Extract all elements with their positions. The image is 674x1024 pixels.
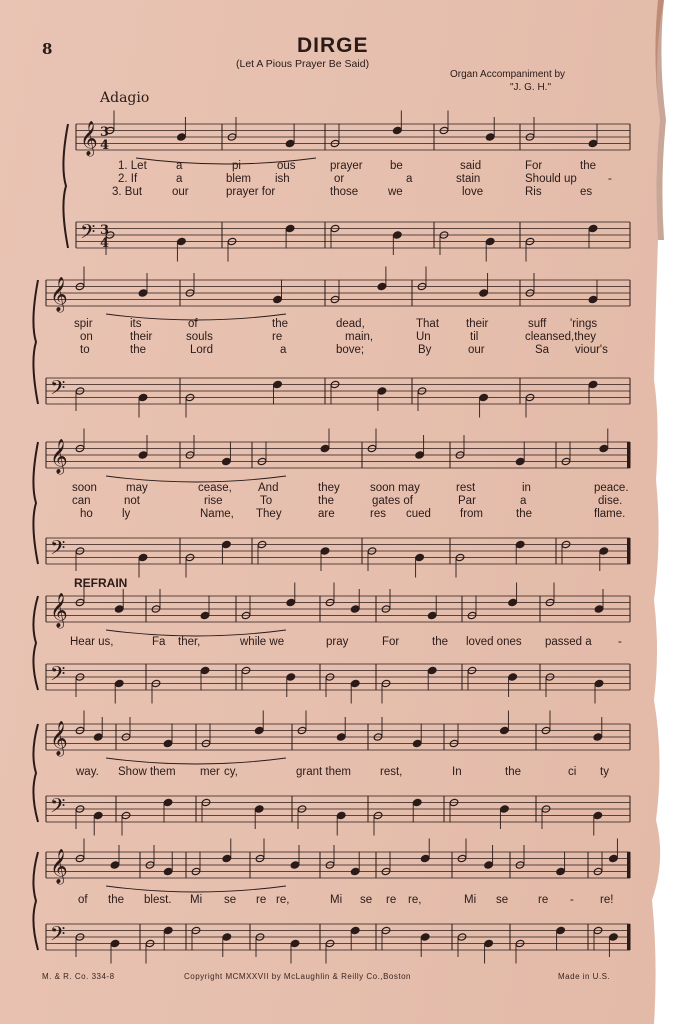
bass-note <box>588 380 598 388</box>
lyric-syllable: 1. Let <box>118 160 147 172</box>
bass-note <box>508 673 518 681</box>
lyric-syllable: viour's <box>575 344 608 356</box>
treble-note <box>290 861 300 869</box>
final-barline <box>627 924 630 950</box>
treble-note <box>110 861 120 869</box>
catalog-number: M. & R. Co. 334-8 <box>42 972 115 981</box>
lyric-syllable: es <box>580 186 593 198</box>
lyric-syllable: a <box>176 160 183 172</box>
lyric-syllable: a <box>280 344 287 356</box>
lyric-syllable: re <box>272 331 283 343</box>
bass-note <box>290 939 300 947</box>
treble-clef-icon: 𝄞 <box>50 439 68 474</box>
bass-clef-icon: 𝄢 <box>80 220 96 248</box>
system-brace <box>33 442 38 564</box>
lyric-syllable: souls <box>186 331 213 343</box>
lyric-syllable: dise. <box>598 495 623 507</box>
lyric-syllable: In <box>452 766 462 778</box>
lyric-syllable: can <box>72 495 91 507</box>
treble-note <box>138 451 148 459</box>
treble-note <box>254 726 264 734</box>
treble-note <box>500 726 510 734</box>
origin-notice: Made in U.S. <box>558 972 611 981</box>
tempo-marking: Adagio <box>100 90 150 106</box>
treble-note <box>588 139 598 147</box>
lyric-syllable: Par <box>458 495 476 507</box>
lyric-syllable: a <box>176 173 183 185</box>
bass-note <box>609 933 619 941</box>
lyric-syllable: the <box>432 636 448 648</box>
lyric-syllable: se <box>224 894 237 906</box>
bass-note <box>320 547 330 555</box>
page-number: 8 <box>42 40 53 58</box>
lyric-syllable: while we <box>240 636 285 648</box>
accompaniment-credit: Organ Accompaniment by <box>450 69 566 80</box>
lyric-syllable: the <box>505 766 521 778</box>
treble-note <box>609 854 619 862</box>
lyric-syllable: For <box>525 160 543 172</box>
lyric-syllable: or <box>334 173 345 185</box>
lyric-syllable: mer <box>200 766 220 778</box>
lyric-syllable: Show them <box>118 766 176 778</box>
bass-clef-icon: 𝄢 <box>50 794 66 822</box>
bass-clef-icon: 𝄢 <box>50 922 66 950</box>
lyric-syllable: a <box>520 495 527 507</box>
lyric-syllable: pi <box>232 160 241 172</box>
bass-clef-icon: 𝄢 <box>50 376 66 404</box>
lyric-syllable: rest, <box>380 766 403 778</box>
lyric-syllable: Hear us, <box>70 636 114 648</box>
treble-note <box>273 295 283 303</box>
final-barline <box>627 442 630 468</box>
bass-note <box>412 798 422 806</box>
lyric-syllable: way. <box>76 766 99 778</box>
lyric-syllable: rise <box>204 495 223 507</box>
lyric-syllable: 'rings <box>570 318 598 330</box>
treble-note <box>350 867 360 875</box>
system-brace <box>33 596 38 690</box>
final-barline <box>627 538 630 564</box>
treble-clef-icon: 𝄞 <box>80 121 98 156</box>
treble-note <box>515 457 525 465</box>
lyric-syllable: of <box>188 318 198 330</box>
treble-note <box>377 282 387 290</box>
lyric-syllable: the <box>580 160 596 172</box>
system-brace <box>33 724 38 822</box>
lyric-syllable: those <box>330 186 359 198</box>
treble-note <box>427 611 437 619</box>
treble-note <box>508 598 518 606</box>
lyric-syllable: re! <box>600 894 614 906</box>
treble-note <box>114 605 124 613</box>
lyric-syllable: be <box>390 160 403 172</box>
lyric-syllable: Un <box>416 331 431 343</box>
final-barline <box>627 852 630 878</box>
lyric-syllable: love <box>462 186 484 198</box>
bass-note <box>393 231 403 239</box>
lyric-syllable: cued <box>406 508 431 520</box>
bass-note <box>286 673 296 681</box>
lyric-syllable: the <box>108 894 124 906</box>
lyric-syllable: on <box>80 331 93 343</box>
treble-note <box>599 444 609 452</box>
treble-time-signature-bottom: 4 <box>100 138 110 153</box>
lyric-syllable: And <box>258 482 279 494</box>
treble-note <box>485 133 495 141</box>
treble-note <box>412 739 422 747</box>
system-brace <box>33 852 38 950</box>
lyric-syllable: their <box>466 318 489 330</box>
treble-note <box>350 605 360 613</box>
bass-time-signature-bottom: 4 <box>100 236 110 251</box>
bass-note <box>350 679 360 687</box>
lyric-syllable: spir <box>74 318 93 330</box>
bass-note <box>273 380 283 388</box>
lyric-syllable: our <box>172 186 189 198</box>
lyric-syllable: ish <box>275 173 290 185</box>
bass-note <box>377 387 387 395</box>
lyric-syllable: the <box>272 318 288 330</box>
bass-note <box>350 926 360 934</box>
lyric-syllable: in <box>522 482 531 494</box>
lyric-syllable: soon <box>72 482 97 494</box>
bass-note <box>222 540 232 548</box>
bass-clef-icon: 𝄢 <box>50 662 66 690</box>
lyric-syllable: gates of <box>372 495 413 507</box>
lyric-syllable: soon may <box>370 482 420 494</box>
bass-note <box>594 679 604 687</box>
slur <box>106 758 286 764</box>
lyric-syllable: pray <box>326 636 349 648</box>
lyric-syllable: Lord <box>190 344 214 356</box>
lyric-syllable: ly <box>122 508 131 520</box>
treble-note <box>93 733 103 741</box>
lyric-syllable: Ris <box>525 186 542 198</box>
treble-note <box>222 854 232 862</box>
lyric-syllable: Mi <box>330 894 343 906</box>
treble-note <box>222 457 232 465</box>
lyric-syllable: ty <box>600 766 609 778</box>
lyric-syllable: blest. <box>144 894 172 906</box>
bass-note <box>200 666 210 674</box>
lyric-syllable: suff <box>528 318 547 330</box>
treble-note <box>163 739 173 747</box>
lyric-syllable: passed a <box>545 636 592 648</box>
bass-note <box>485 237 495 245</box>
treble-note <box>285 139 295 147</box>
lyric-syllable: That <box>416 318 440 330</box>
lyric-syllable: to <box>80 344 90 356</box>
treble-note <box>484 861 494 869</box>
lyric-syllable: re <box>386 894 397 906</box>
lyric-syllable: grant them <box>296 766 351 778</box>
slur <box>106 886 286 892</box>
treble-note <box>415 451 425 459</box>
lyric-syllable: from <box>460 508 483 520</box>
lyric-syllable: res <box>370 508 386 520</box>
bass-note <box>93 811 103 819</box>
lyric-syllable: cleansed,they <box>525 331 596 343</box>
treble-clef-icon: 𝄞 <box>50 849 68 884</box>
arranger-initials: "J. G. H." <box>510 82 551 93</box>
lyric-syllable: re <box>538 894 549 906</box>
treble-note <box>594 605 604 613</box>
lyric-syllable: said <box>460 160 482 172</box>
system-brace <box>63 124 68 248</box>
lyric-syllable: its <box>130 318 142 330</box>
lyric-syllable: rest <box>456 482 476 494</box>
lyric-syllable: prayer for <box>226 186 276 198</box>
bass-note <box>177 237 187 245</box>
lyric-syllable: 2. If <box>118 173 138 185</box>
lyric-syllable: se <box>496 894 509 906</box>
treble-note <box>336 733 346 741</box>
treble-note <box>479 289 489 297</box>
bass-note <box>479 393 489 401</box>
lyric-syllable: For <box>382 636 400 648</box>
treble-clef-icon: 𝄞 <box>50 277 68 312</box>
lyric-syllable: not <box>124 495 140 507</box>
lyric-syllable: the <box>130 344 146 356</box>
bass-note <box>163 798 173 806</box>
treble-note <box>320 444 330 452</box>
lyric-syllable: ci <box>568 766 577 778</box>
lyric-syllable: til <box>470 331 479 343</box>
lyric-syllable: dead, <box>336 318 365 330</box>
lyric-syllable: prayer <box>330 160 363 172</box>
lyric-syllable: - <box>570 894 574 906</box>
treble-note <box>556 867 566 875</box>
bass-clef-icon: 𝄢 <box>50 536 66 564</box>
lyric-syllable: of <box>78 894 88 906</box>
copyright-notice: Copyright MCMXXVII by McLaughlin & Reilly Co.,Boston <box>184 972 411 981</box>
bass-note <box>500 805 510 813</box>
lyric-syllable: their <box>130 331 153 343</box>
bass-note <box>222 933 232 941</box>
lyric-syllable: Mi <box>464 894 477 906</box>
lyric-syllable: re <box>256 894 267 906</box>
bass-note <box>285 224 295 232</box>
lyric-syllable: - <box>618 636 622 648</box>
lyric-syllable: are <box>318 508 335 520</box>
bass-note <box>138 553 148 561</box>
treble-time-signature-top: 3 <box>100 125 110 140</box>
bass-note <box>593 811 603 819</box>
treble-note <box>177 133 187 141</box>
lyric-syllable: they <box>318 482 340 494</box>
treble-note <box>200 611 210 619</box>
lyric-syllable: ho <box>80 508 93 520</box>
treble-note <box>163 867 173 875</box>
lyric-syllable: re, <box>276 894 290 906</box>
bass-note <box>515 540 525 548</box>
treble-clef-icon: 𝄞 <box>50 593 68 628</box>
lyric-syllable: cy, <box>224 766 238 778</box>
lyric-syllable: Should up <box>525 173 577 185</box>
refrain-label: REFRAIN <box>74 576 128 590</box>
treble-note <box>286 598 296 606</box>
treble-note <box>593 733 603 741</box>
bass-time-signature-top: 3 <box>100 223 110 238</box>
bass-note <box>599 547 609 555</box>
treble-note <box>393 126 403 134</box>
bass-note <box>254 805 264 813</box>
lyric-syllable: re, <box>408 894 422 906</box>
lyric-syllable: cease, <box>198 482 232 494</box>
lyric-syllable: To <box>260 495 273 507</box>
treble-note <box>420 854 430 862</box>
lyric-syllable: They <box>256 508 282 520</box>
lyric-syllable: peace. <box>594 482 629 494</box>
bass-note <box>427 666 437 674</box>
lyric-syllable: By <box>418 344 432 356</box>
lyric-syllable: Name, <box>200 508 234 520</box>
bass-note <box>138 393 148 401</box>
bass-note <box>588 224 598 232</box>
bass-note <box>110 939 120 947</box>
lyric-syllable: se <box>360 894 373 906</box>
lyric-syllable: ous <box>277 160 296 172</box>
lyric-syllable: we <box>388 186 403 198</box>
lyric-syllable: 3. But <box>112 186 143 198</box>
lyric-syllable: loved ones <box>466 636 522 648</box>
lyric-syllable: flame. <box>594 508 626 520</box>
bass-note <box>420 933 430 941</box>
lyric-syllable: the <box>516 508 532 520</box>
lyric-syllable: Mi <box>190 894 203 906</box>
lyric-syllable: Sa <box>535 344 550 356</box>
bass-note <box>415 553 425 561</box>
bass-note <box>114 679 124 687</box>
lyric-syllable: the <box>318 495 334 507</box>
bass-note <box>484 939 494 947</box>
treble-clef-icon: 𝄞 <box>50 721 68 756</box>
lyric-syllable: may <box>126 482 148 494</box>
lyric-syllable: blem <box>226 173 251 185</box>
bass-note <box>556 926 566 934</box>
lyric-syllable: ther, <box>178 636 201 648</box>
lyric-syllable: - <box>608 173 612 185</box>
lyric-syllable: main, <box>345 331 374 343</box>
song-title: DIRGE <box>297 34 369 57</box>
lyric-syllable: Fa <box>152 636 166 648</box>
lyric-syllable: stain <box>456 173 481 185</box>
treble-note <box>588 295 598 303</box>
lyric-syllable: a <box>406 173 413 185</box>
song-subtitle: (Let A Pious Prayer Be Said) <box>236 58 370 70</box>
lyric-syllable: bove; <box>336 344 365 356</box>
bass-note <box>336 811 346 819</box>
bass-note <box>163 926 173 934</box>
system-brace <box>33 280 38 404</box>
lyric-syllable: our <box>468 344 485 356</box>
treble-note <box>138 289 148 297</box>
